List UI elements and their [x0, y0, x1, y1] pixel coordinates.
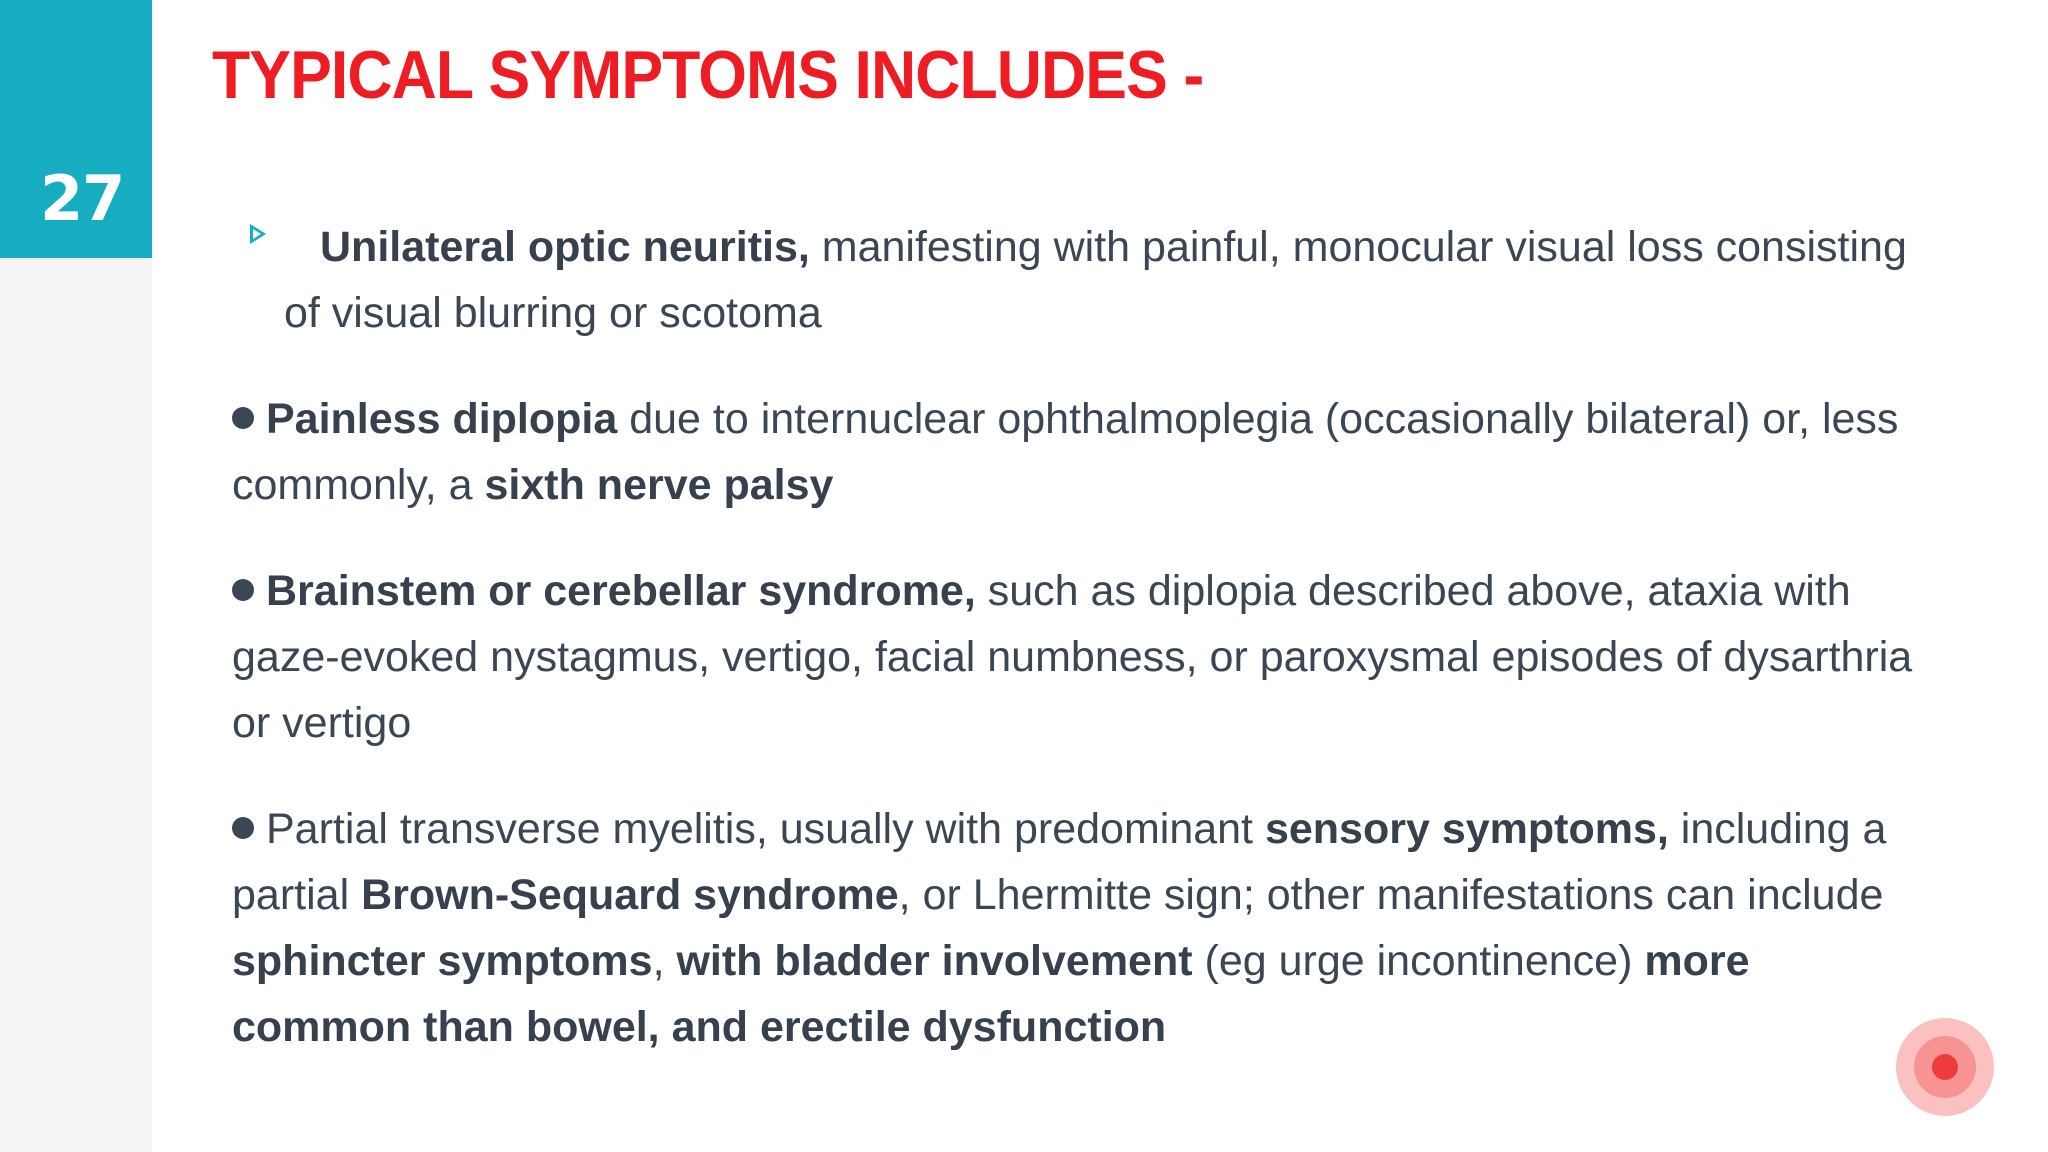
item-text: due to internuclear ophthalmoplegia (occasionally bilateral) or, less commonly, a	[232, 395, 1899, 509]
item-text-bold: sensory symptoms,	[1264, 805, 1669, 853]
item-text: (eg urge incontinence)	[1192, 937, 1645, 985]
item-text-bold: Brown-Sequard syndrome	[361, 871, 899, 919]
item-text: , or Lhermitte sign; other manifestations can include	[898, 871, 1884, 919]
item-text: Partial transverse myelitis, usually with predominant	[266, 805, 1265, 853]
item-text: such as diplopia described above, ataxia with gaze-evoked nystagmus, vertigo, facial numbness, or paroxysmal episodes of dysarthria or vertigo	[232, 567, 1913, 747]
slide-number-box	[0, 0, 152, 258]
item-text-bold: Painless diplopia	[266, 395, 618, 443]
list-item-optic-neuritis	[232, 214, 1932, 346]
item-text-bold: more common than bowel, and erectile dysfunction	[232, 937, 1750, 1051]
pointer-dot-icon	[1932, 1054, 1958, 1080]
list-item-myelitis	[232, 796, 1932, 1060]
list-item-brainstem	[232, 558, 1932, 756]
round-bullet-icon	[232, 579, 254, 601]
item-text-bold: with bladder involvement	[676, 937, 1193, 985]
item-text-bold: Brainstem or cerebellar syndrome,	[266, 567, 976, 615]
item-text-bold: sphincter symptoms	[232, 937, 653, 985]
item-text-bold: Unilateral optic neuritis,	[320, 223, 810, 271]
round-bullet-icon	[232, 817, 254, 839]
item-text: including a partial	[232, 805, 1887, 919]
list-item-diplopia	[232, 386, 1932, 518]
item-text: ,	[652, 937, 677, 985]
slide-number: 27	[40, 162, 125, 235]
symptom-list	[232, 214, 1932, 1100]
item-text-bold: sixth nerve palsy	[484, 461, 834, 509]
round-bullet-icon	[232, 407, 254, 429]
item-text: manifesting with painful, monocular visual loss consisting of visual blurring or scotoma	[284, 223, 1907, 337]
triangle-bullet-icon	[250, 224, 266, 244]
slide-title: TYPICAL SYMPTOMS INCLUDES -	[212, 37, 1204, 113]
